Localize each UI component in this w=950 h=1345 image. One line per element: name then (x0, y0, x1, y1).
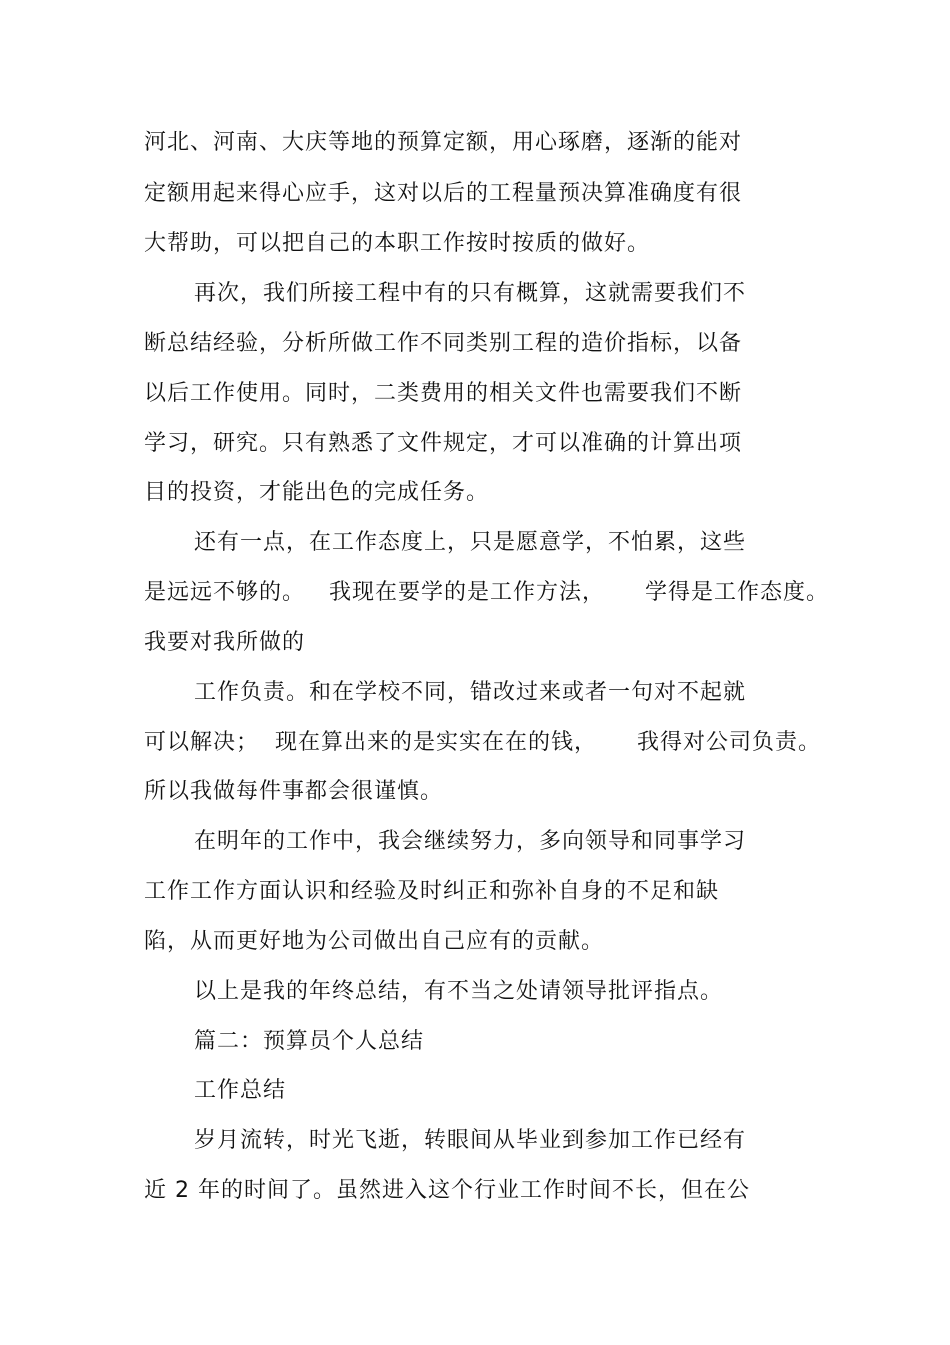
text-line-1: 河北、河南、大庆等地的预算定额，用心琢磨，逐渐的能对 (144, 130, 743, 155)
text-line-10: 是远远不够的。 我现在要学的是工作方法， 学得是工作态度。 (144, 580, 829, 605)
text-line-9: 还有一点，在工作态度上，只是愿意学，不怕累，这些 (194, 530, 747, 555)
text-line-8: 目的投资，才能出色的完成任务。 (144, 480, 490, 505)
text-line-2: 定额用起来得心应手，这对以后的工程量预决算准确度有很 (144, 181, 743, 206)
text-line-5: 断总结经验，分析所做工作不同类别工程的造价指标，以备 (144, 331, 743, 356)
text-line-4: 再次，我们所接工程中有的只有概算，这就需要我们不 (194, 281, 747, 306)
text-line-7: 学习，研究。只有熟悉了文件规定，才可以准确的计算出项 (144, 431, 743, 456)
text-line-13: 可以解决； 现在算出来的是实实在在的钱， 我得对公司负责。 (144, 730, 821, 755)
text-line-17: 陷，从而更好地为公司做出自己应有的贡献。 (144, 929, 605, 954)
section-heading: 篇二：预算员个人总结 (194, 1029, 425, 1054)
text-line-21: 岁月流转，时光飞逝，转眼间从毕业到参加工作已经有 (194, 1128, 747, 1153)
text-line-14: 所以我做每件事都会很谨慎。 (144, 779, 444, 804)
text-line-12: 工作负责。和在学校不同，错改过来或者一句对不起就 (194, 680, 747, 705)
text-line-6: 以后工作使用。同时，二类费用的相关文件也需要我们不断 (144, 381, 743, 406)
text-line-11: 我要对我所做的 (144, 630, 306, 655)
text-line-3: 大帮助，可以把自己的本职工作按时按质的做好。 (144, 231, 651, 256)
text-line-16: 工作工作方面认识和经验及时纠正和弥补自身的不足和缺 (144, 879, 720, 904)
text-line-18: 以上是我的年终总结，有不当之处请领导批评指点。 (194, 979, 724, 1004)
text-line-15: 在明年的工作中，我会继续努力，多向领导和同事学习 (194, 829, 747, 854)
subsection-heading: 工作总结 (194, 1078, 287, 1103)
text-line-22: 近 2 年的时间了。虽然进入这个行业工作时间不长，但在公 (144, 1178, 750, 1203)
